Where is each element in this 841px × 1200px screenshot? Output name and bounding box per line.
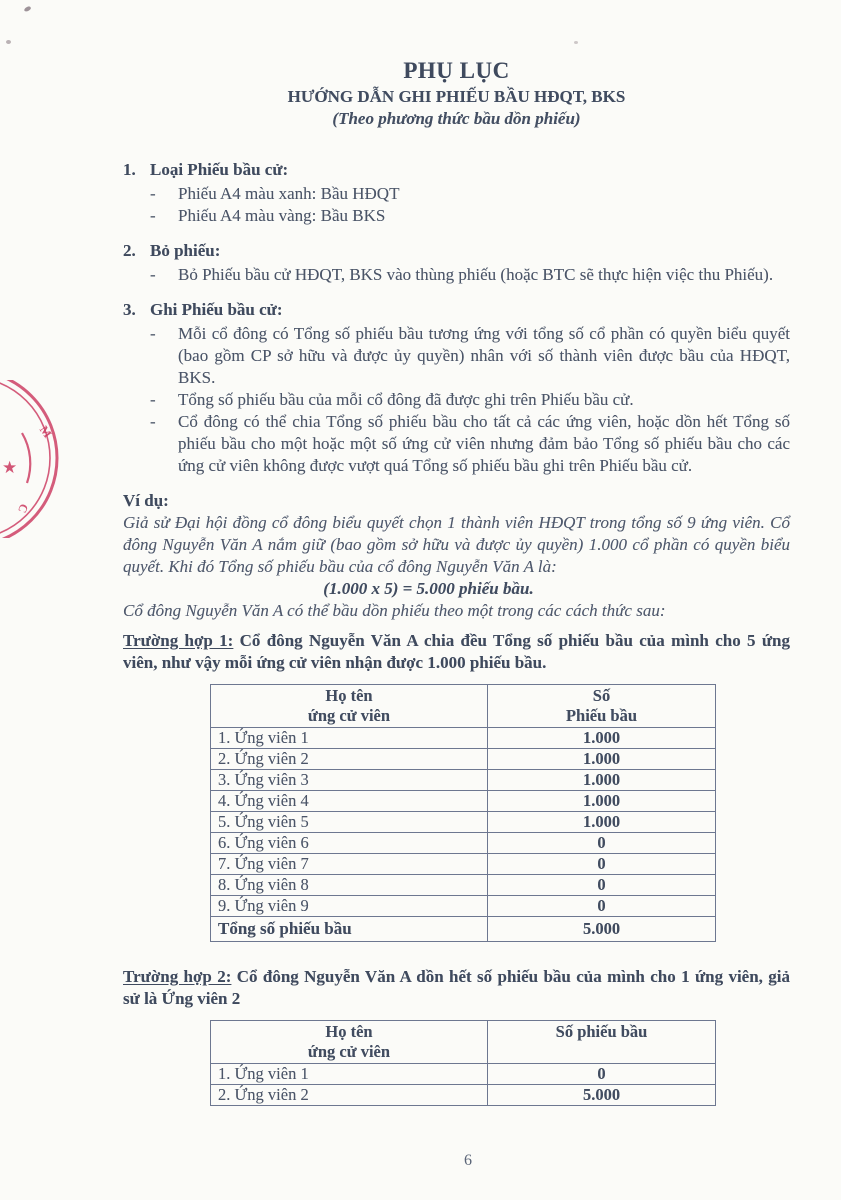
table-header-row [211,1021,716,1064]
candidate-cell: 2. Ứng viên 2 [211,749,488,770]
seal-star-icon: ★ [2,458,18,477]
section-number: 2. [123,241,136,260]
bullet-item [123,264,790,286]
votes-cell: 0 [488,896,716,917]
total-value-cell: 5.000 [488,917,716,942]
header-line: Phiếu bầu [565,706,638,725]
table-row [211,1064,716,1085]
example-block [123,490,790,622]
case-2-paragraph [123,966,790,1010]
column-header-candidate [211,685,488,728]
votes-cell: 5.000 [488,1085,716,1106]
page-number: 6 [464,1152,472,1169]
seal-letter-top: M [36,423,55,441]
section-ghi-phieu [123,299,790,477]
candidate-cell: 7. Ứng viên 7 [211,854,488,875]
page-title: PHỤ LỤC [403,58,510,83]
table-row [211,728,716,749]
ballot-table-case1 [210,684,716,942]
bullet-text: Tổng số phiếu bầu của mỗi cổ đông đã được ghi trên Phiếu bầu cử. [178,390,634,409]
candidate-cell: 9. Ứng viên 9 [211,896,488,917]
bullet-text: Phiếu A4 màu xanh: Bầu HĐQT [178,184,400,203]
section-bo-phieu [123,240,790,286]
column-header-votes [488,685,716,728]
votes-cell: 1.000 [488,728,716,749]
table-row [211,833,716,854]
section-heading: Bỏ phiếu: [150,241,221,260]
total-label-cell: Tổng số phiếu bầu [211,917,488,942]
section-loai-phieu [123,159,790,227]
votes-cell: 0 [488,875,716,896]
table-row [211,791,716,812]
candidate-cell: 3. Ứng viên 3 [211,770,488,791]
dash-bullet: - [150,412,156,431]
candidate-cell: 1. Ứng viên 1 [211,728,488,749]
page-subtitle: HƯỚNG DẪN GHI PHIẾU BẦU HĐQT, BKS [287,87,626,106]
bullet-item [123,205,790,227]
header-line: Số [592,686,611,705]
case-1-text: Cổ đông Nguyễn Văn A chia đều Tổng số phiếu bầu của mình cho 5 ứng viên, như vậy mỗi ứng cử viên nhận được 1.000 phiếu bầu. [123,631,791,672]
dash-bullet: - [150,206,156,225]
table-row [211,896,716,917]
header-line: ứng cử viên [307,706,391,725]
candidate-cell: 6. Ứng viên 6 [211,833,488,854]
bullet-text: Mỗi cổ đông có Tổng số phiếu bầu tương ứng với tổng số cổ phần có quyền biểu quyết (bao gồm CP sở hữu và được ủy quyền) nhân với số thành viên được bầu của HĐQT, BKS. [178,324,790,387]
bullet-text: Bỏ Phiếu bầu cử HĐQT, BKS vào thùng phiếu (hoặc BTC sẽ thực hiện việc thu Phiếu). [178,265,774,284]
votes-cell: 0 [488,854,716,875]
header-line: ứng cử viên [307,1042,391,1061]
section-number: 3. [123,300,136,319]
case-1-paragraph [123,630,790,674]
table-row [211,812,716,833]
votes-cell: 1.000 [488,812,716,833]
table-row [211,875,716,896]
header-line: Họ tên [325,686,373,705]
bullet-text: Phiếu A4 màu vàng: Bầu BKS [178,206,386,225]
section-number: 1. [123,160,136,179]
candidate-cell: 5. Ứng viên 5 [211,812,488,833]
bullet-item [123,411,790,477]
seal-letter-bottom: C [15,501,32,516]
header-line: Họ tên [325,1022,373,1041]
candidate-cell: 4. Ứng viên 4 [211,791,488,812]
bullet-item [123,183,790,205]
votes-cell: 0 [488,1064,716,1085]
example-paragraph: Cổ đông Nguyễn Văn A có thể bầu dồn phiếu theo một trong các cách thức sau: [123,601,666,620]
table-row [211,749,716,770]
votes-cell: 0 [488,833,716,854]
table-row [211,1085,716,1106]
column-header-candidate [211,1021,488,1064]
table-row [211,770,716,791]
table-header-row [211,685,716,728]
table-row [211,854,716,875]
dash-bullet: - [150,184,156,203]
candidate-cell: 2. Ứng viên 2 [211,1085,488,1106]
candidate-cell: 8. Ứng viên 8 [211,875,488,896]
bullet-text: Cổ đông có thể chia Tổng số phiếu bầu cho tất cả các ứng viên, hoặc dồn hết Tổng số phiếu bầu cho một hoặc một số ứng cử viên nhưng đảm bảo Tổng số phiếu bầu cho các ứng cử viên không được vượt quá Tổng số phiếu bầu ghi trên Phiếu bầu cử. [178,412,790,475]
table-total-row [211,917,716,942]
votes-cell: 1.000 [488,749,716,770]
case-1-label: Trường hợp 1: [123,631,234,650]
dash-bullet: - [150,324,156,343]
bullet-item [123,389,790,411]
candidate-cell: 1. Ứng viên 1 [211,1064,488,1085]
column-header-votes [488,1021,716,1064]
example-formula: (1.000 x 5) = 5.000 phiếu bầu. [323,579,534,598]
case-2-text: Cổ đông Nguyễn Văn A dồn hết số phiếu bầu của mình cho 1 ứng viên, giả sử là Ứng viên 2 [123,967,790,1008]
example-label: Ví dụ: [123,491,169,510]
dash-bullet: - [150,265,156,284]
header-line: Số phiếu bầu [555,1022,648,1041]
votes-cell: 1.000 [488,791,716,812]
dash-bullet: - [150,390,156,409]
section-heading: Ghi Phiếu bầu cử: [150,300,283,319]
example-paragraph: Giả sử Đại hội đồng cổ đông biểu quyết chọn 1 thành viên HĐQT trong tổng số 9 ứng viên. Cổ đông Nguyễn Văn A nắm giữ (bao gồm sở hữu và được ủy quyền) 1.000 cổ phần có quyền biểu quyết. Khi đó Tổng số phiếu bầu của cổ đông Nguyễn Văn A là: [123,513,790,576]
section-heading: Loại Phiếu bầu cử: [150,160,289,179]
ballot-table-case2 [210,1020,716,1106]
bullet-item [123,323,790,389]
title-note: (Theo phương thức bầu dồn phiếu) [332,109,581,128]
votes-cell: 1.000 [488,770,716,791]
case-2-label: Trường hợp 2: [123,967,232,986]
